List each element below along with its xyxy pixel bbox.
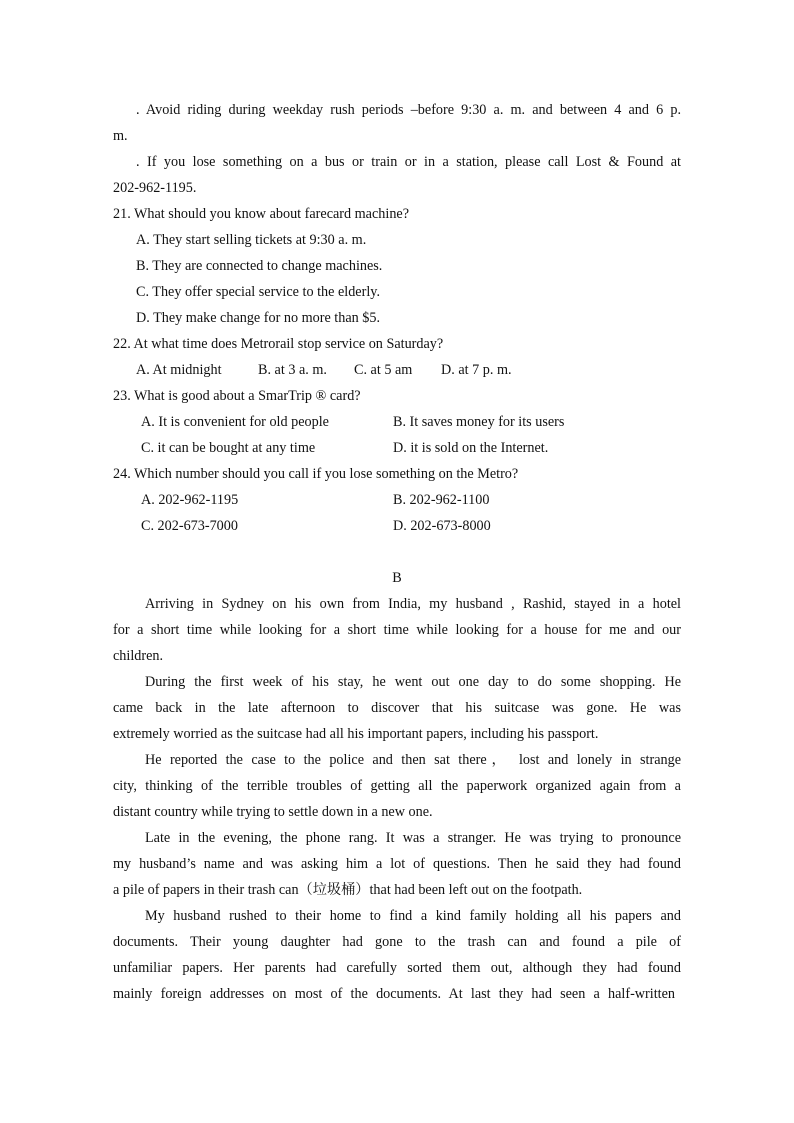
passage-line: children. xyxy=(113,648,164,664)
bullet-line: 202-962-1195. xyxy=(113,180,197,196)
answer-option: B. 202-962-1100 xyxy=(393,492,490,508)
answer-option: C. at 5 am xyxy=(354,362,413,378)
passage-line: city, thinking of the terrible troubles of getting all the paperwork organized again from a xyxy=(113,778,681,794)
passage-line: Late in the evening, the phone rang. It was a stranger. He was trying to pronounce xyxy=(145,830,681,846)
answer-option: D. 202-673-8000 xyxy=(393,518,491,534)
question-stem: 24. Which number should you call if you lose something on the Metro? xyxy=(113,466,519,482)
answer-option: C. it can be bought at any time xyxy=(141,440,316,456)
answer-option: C. They offer special service to the elderly. xyxy=(136,284,380,300)
bullet-line: . Avoid riding during weekday rush periods –before 9:30 a. m. and between 4 and 6 p. xyxy=(136,102,681,118)
passage-line: distant country while trying to settle down in a new one. xyxy=(113,804,433,820)
answer-option: D. at 7 p. m. xyxy=(441,362,512,378)
question-stem: 23. What is good about a SmarTrip ® card? xyxy=(113,388,361,404)
passage-line: came back in the late afternoon to discover that his suitcase was gone. He was xyxy=(113,700,681,716)
answer-option: A. They start selling tickets at 9:30 a. m. xyxy=(136,232,367,248)
answer-option: A. 202-962-1195 xyxy=(141,492,239,508)
passage-line: a pile of papers in their trash can（垃圾桶）that had been left out on the footpath. xyxy=(113,882,583,898)
passage-line: documents. Their young daughter had gone to the trash can and found a pile of xyxy=(113,934,681,950)
answer-option: B. It saves money for its users xyxy=(393,414,565,430)
answer-option: B. They are connected to change machines. xyxy=(136,258,383,274)
bullet-line: . If you lose something on a bus or train or in a station, please call Lost & Found at xyxy=(136,154,681,170)
passage-line: my husband’s name and was asking him a lot of questions. Then he said they had found xyxy=(113,856,681,872)
answer-option: A. At midnight xyxy=(136,362,222,378)
answer-option: A. It is convenient for old people xyxy=(141,414,329,430)
question-stem: 22. At what time does Metrorail stop service on Saturday? xyxy=(113,336,444,352)
passage-line: unfamiliar papers. Her parents had carefully sorted them out, although they had found xyxy=(113,960,681,976)
answer-option: D. it is sold on the Internet. xyxy=(393,440,549,456)
passage-line: He reported the case to the police and then sat there， lost and lonely in strange xyxy=(145,752,681,768)
answer-option: D. They make change for no more than $5. xyxy=(136,310,380,326)
passage-line: for a short time while looking for a short time while looking for a house for me and our xyxy=(113,622,681,638)
question-stem: 21. What should you know about farecard machine? xyxy=(113,206,410,222)
bullet-line: m. xyxy=(113,128,128,144)
section-heading: B xyxy=(392,570,402,586)
passage-line: My husband rushed to their home to find a kind family holding all his papers and xyxy=(145,908,681,924)
passage-line: mainly foreign addresses on most of the documents. At last they had seen a half-written xyxy=(113,986,675,1002)
passage-line: During the first week of his stay, he went out one day to do some shopping. He xyxy=(145,674,681,690)
answer-option: B. at 3 a. m. xyxy=(258,362,327,378)
answer-option: C. 202-673-7000 xyxy=(141,518,238,534)
passage-line: extremely worried as the suitcase had all his important papers, including his passport. xyxy=(113,726,599,742)
passage-line: Arriving in Sydney on his own from India, my husband , Rashid, stayed in a hotel xyxy=(145,596,681,612)
